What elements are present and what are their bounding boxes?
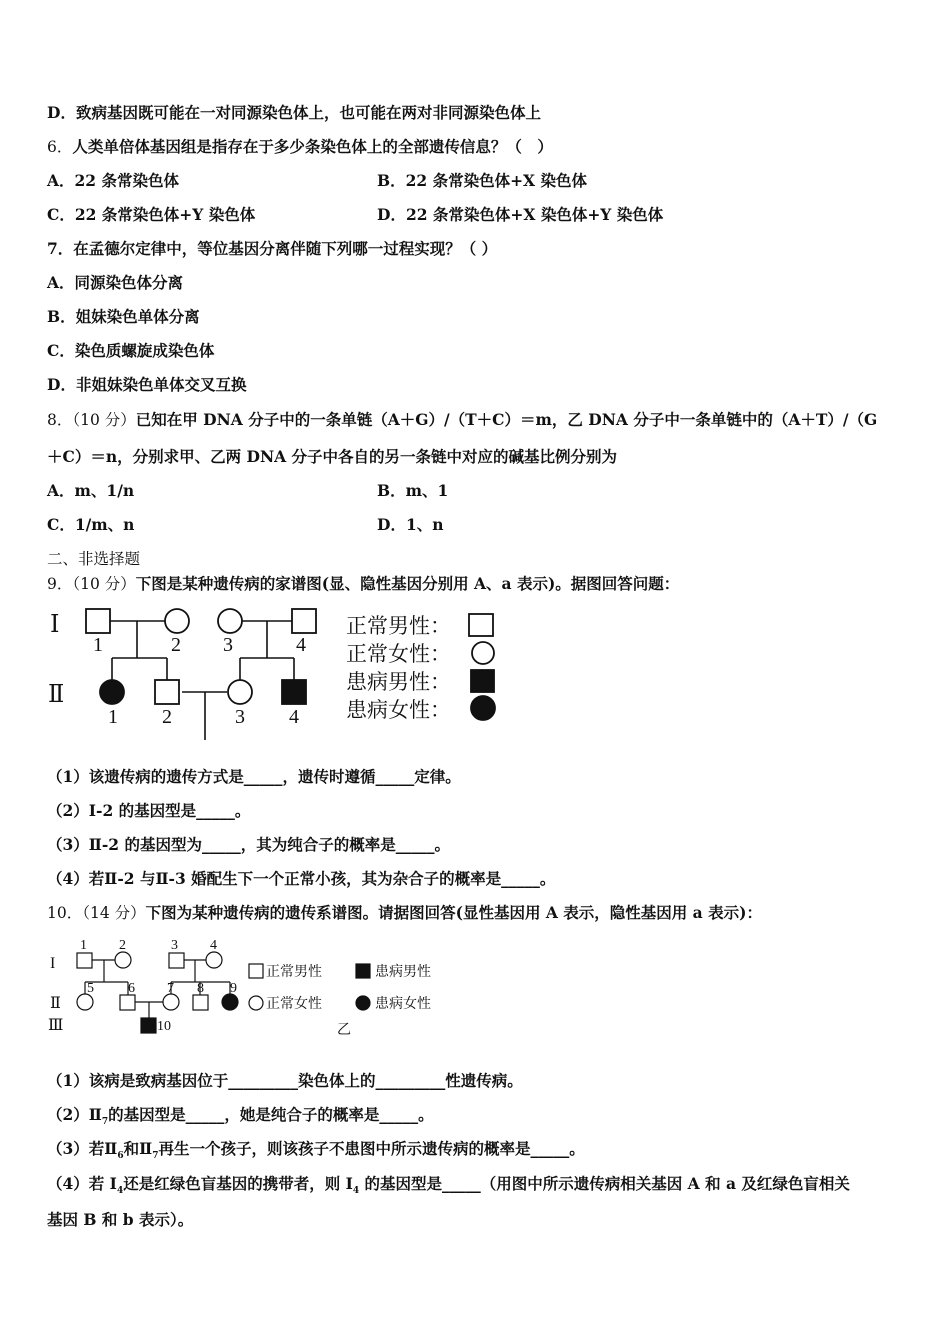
ped1-I3-normal-female	[218, 609, 242, 633]
q8-option-a: A．m、1/n	[47, 481, 135, 500]
q7-option-d: D．非姐妹染色单体交叉互换	[47, 375, 247, 394]
q10-sub3-subscript-1: 6	[117, 1151, 124, 1162]
ped2-II6-normal-male	[120, 995, 135, 1010]
ped2-II5-normal-female	[77, 994, 93, 1010]
ped2-caption: 乙	[337, 1023, 351, 1038]
q10-sub1: （1）该病是致病基因位于_________染色体上的_________性遗传病。	[47, 1071, 523, 1090]
ped1-II2-normal-male	[155, 680, 179, 704]
q8-stem-line1	[47, 410, 877, 430]
ped2-num-6: 6	[128, 981, 135, 996]
q8-option-c: C．1/m、n	[47, 515, 135, 534]
q10-number: 10．（14 分）	[47, 904, 146, 922]
q10-sub2-part1: （2）Ⅱ	[47, 1105, 102, 1124]
q6-option-a: A．22 条常染色体	[47, 171, 179, 190]
q10-sub3	[47, 1139, 585, 1166]
ped1-num-I2: 2	[171, 634, 181, 656]
ped2-num-5: 5	[87, 981, 94, 996]
q10-sub3-part2: 和Ⅱ	[123, 1139, 153, 1158]
q8-option-b: B．m、1	[377, 481, 449, 500]
legend2-normal-female-icon	[249, 996, 263, 1010]
ped2-num-7: 7	[167, 981, 174, 996]
ped1-II1-affected-female	[100, 680, 124, 704]
q6-option-d: D．22 条常染色体+X 染色体+Y 染色体	[377, 205, 664, 224]
q10-sub2-part2: 的基因型是_____，她是纯合子的概率是_____。	[108, 1105, 434, 1124]
ped2-gen-I: I	[50, 955, 56, 972]
q6-option-b: B．22 条常染色体+X 染色体	[377, 171, 587, 190]
ped1-num-II3: 3	[235, 706, 245, 728]
q10-sub2-subscript: 7	[101, 1117, 109, 1128]
q5-option-d: D．致病基因既可能在一对同源染色体上，也可能在两对非同源染色体上	[47, 103, 541, 122]
q10-sub3-subscript-2: 7	[152, 1151, 159, 1162]
q8-stem-line2: ＋C）＝n，分别求甲、乙两 DNA 分子中各自的另一条链中对应的碱基比例分别为	[47, 447, 618, 466]
q7-option-c: C．染色质螺旋成染色体	[47, 341, 215, 360]
ped2-num-2: 2	[119, 938, 126, 953]
ped1-I2-normal-female	[165, 609, 189, 633]
legend-normal-female-icon	[472, 642, 494, 664]
q6-text: 人类单倍体基因组是指存在于多少条染色体上的全部遗传信息？（ ）	[72, 137, 553, 156]
q9-sub4: （4）若Ⅱ-2 与Ⅱ-3 婚配生下一个正常小孩，其为杂合子的概率是_____。	[47, 869, 556, 888]
ped1-num-II1: 1	[108, 706, 118, 728]
ped1-num-I4: 4	[296, 634, 306, 656]
ped2-num-10: 10	[157, 1019, 171, 1034]
ped1-legend-affected-female: 患病女性：	[346, 698, 451, 722]
pedigree-chart-2	[40, 930, 460, 1045]
q8-text: 已知在甲 DNA 分子中的一条单链（A＋G）/（T＋C）＝m，乙 DNA 分子中一条单链中的（A＋T）/（G	[135, 410, 878, 429]
q9-number: 9．（10 分）	[47, 575, 136, 593]
ped1-II3-normal-female	[228, 680, 252, 704]
ped2-II9-affected-female	[222, 994, 238, 1010]
ped2-num-4: 4	[210, 938, 217, 953]
ped2-I4-normal-female	[206, 952, 222, 968]
q10-sub4-subscript-2: 4	[352, 1186, 360, 1197]
q6-stem	[47, 137, 553, 157]
q7-option-a: A．同源染色体分离	[47, 273, 184, 292]
q10-sub4-part2: 还是红绿色盲基因的携带者，则 I	[123, 1174, 353, 1193]
ped2-II8-normal-male	[193, 995, 208, 1010]
q10-sub3-part3: 再生一个孩子，则该孩子不患图中所示遗传病的概率是_____。	[158, 1139, 585, 1158]
ped2-gen-III: Ⅲ	[48, 1017, 64, 1034]
legend2-affected-male-icon	[356, 964, 370, 978]
pedigree-chart-1	[40, 600, 520, 745]
ped2-num-1: 1	[80, 938, 87, 953]
q8-option-d: D．1、n	[377, 515, 444, 534]
section-heading: 二、非选择题	[47, 550, 141, 568]
ped2-legend-normal-male: 正常男性	[266, 965, 322, 980]
q9-stem	[47, 574, 679, 594]
q6-option-c: C．22 条常染色体+Y 染色体	[47, 205, 256, 224]
ped1-legend-normal-male: 正常男性：	[346, 614, 451, 638]
ped2-I3-normal-male	[169, 953, 184, 968]
q10-sub4-line2: 基因 B 和 b 表示）。	[47, 1210, 194, 1229]
ped2-num-8: 8	[197, 981, 204, 996]
legend2-affected-female-icon	[356, 996, 370, 1010]
q6-number: 6．	[47, 138, 73, 156]
q7-option-b: B．姐妹染色单体分离	[47, 307, 200, 326]
ped2-III10-affected-male	[141, 1018, 156, 1033]
legend-affected-male-icon	[471, 670, 494, 692]
ped1-legend-normal-female: 正常女性：	[346, 642, 451, 666]
ped1-num-II2: 2	[162, 706, 172, 728]
q9-text: 下图是某种遗传病的家谱图(显、隐性基因分别用 A、a 表示)。据图回答问题：	[135, 574, 680, 593]
q10-stem	[47, 903, 762, 923]
ped1-gen-I: Ⅰ	[50, 612, 60, 638]
ped2-num-9: 9	[230, 981, 237, 996]
q9-sub3: （3）Ⅱ-2 的基因型为_____，其为纯合子的概率是_____。	[47, 835, 450, 854]
ped1-gen-II: Ⅱ	[48, 682, 65, 708]
ped1-I1-normal-male	[86, 609, 110, 633]
q7-stem: 7．在孟德尔定律中，等位基因分离伴随下列哪一过程实现？（ ）	[47, 239, 498, 258]
q9-sub1: （1）该遗传病的遗传方式是_____，遗传时遵循_____定律。	[47, 767, 461, 786]
ped2-II7-normal-female	[163, 994, 179, 1010]
q9-sub2: （2）Ⅰ-2 的基因型是_____。	[47, 801, 251, 820]
ped1-II4-affected-male	[282, 680, 306, 704]
ped2-legend-affected-male: 患病男性	[375, 965, 431, 980]
q10-sub4-line1	[47, 1174, 850, 1201]
ped2-I2-normal-female	[115, 952, 131, 968]
q10-sub4-part3: 的基因型是_____（用图中所示遗传病相关基因 A 和 a 及红绿色盲相关	[359, 1174, 850, 1193]
ped1-I4-normal-male	[292, 609, 316, 633]
legend-affected-female-icon	[471, 696, 495, 720]
ped2-legend-normal-female: 正常女性	[266, 997, 322, 1012]
ped1-num-I1: 1	[93, 634, 103, 656]
q10-text: 下图为某种遗传病的遗传系谱图。请据图回答(显性基因用 A 表示，隐性基因用 a 表示)：	[145, 903, 762, 922]
ped1-legend-affected-male: 患病男性：	[346, 670, 451, 694]
ped1-num-II4: 4	[289, 706, 299, 728]
q10-sub4-subscript-1: 4	[116, 1186, 124, 1197]
q10-sub3-part1: （3）若Ⅱ	[47, 1139, 118, 1158]
ped2-num-3: 3	[171, 938, 178, 953]
q8-number: 8．（10 分）	[47, 411, 136, 429]
ped2-legend-affected-female: 患病女性	[375, 997, 431, 1012]
q10-sub4-part1: （4）若 I	[47, 1174, 117, 1193]
legend2-normal-male-icon	[249, 964, 263, 978]
q10-sub2	[47, 1105, 434, 1132]
ped2-I1-normal-male	[77, 953, 92, 968]
ped2-gen-II: Ⅱ	[50, 995, 61, 1012]
legend-normal-male-icon	[469, 614, 493, 636]
ped1-num-I3: 3	[223, 634, 233, 656]
